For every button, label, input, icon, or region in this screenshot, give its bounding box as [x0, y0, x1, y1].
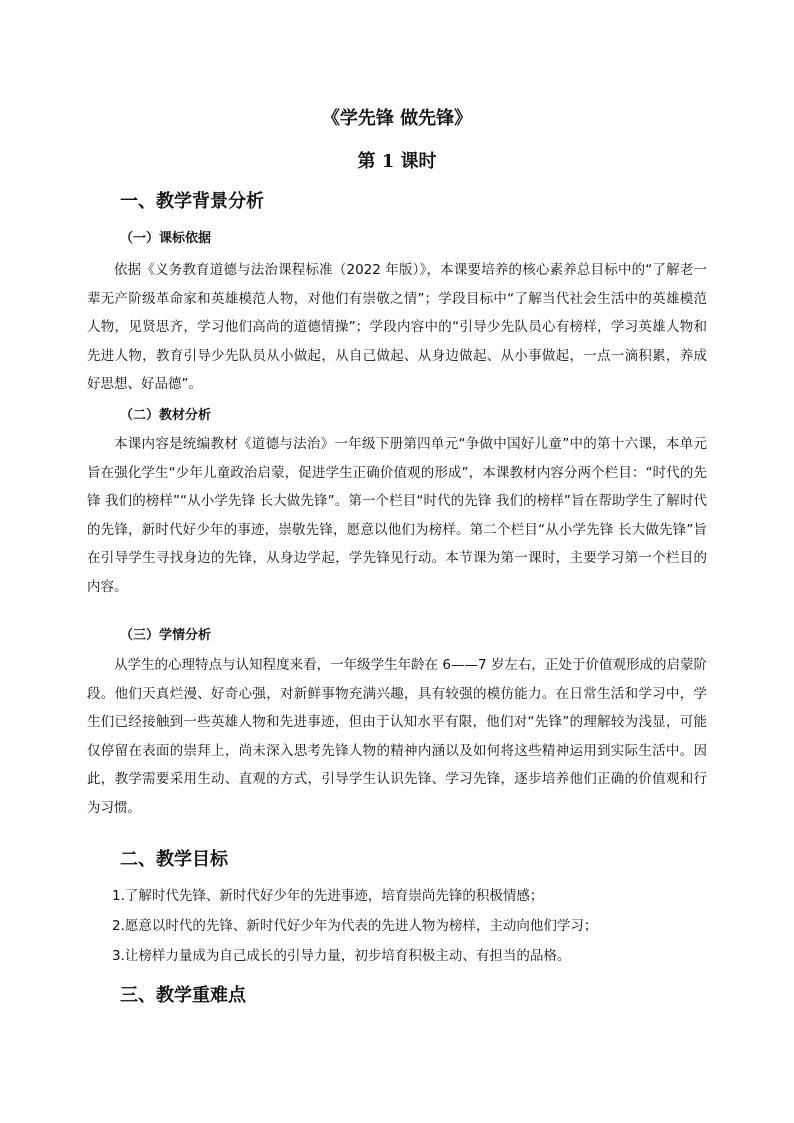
paragraph-students: 从学生的心理特点与认知程度来看，一年级学生年龄在 6——7 岁左右，正处于价值观形成的启蒙阶段。他们天真烂漫、好奇心强，对新鲜事物充满兴趣，具有较强的模仿能力。在日常生活和学习中，学生们已经接触到一些英雄人物和先进事迹，但由于认知水平有限，他们对“先锋”的理解较为浅显，可能仅停留在表面的崇拜上，尚未深入思考先锋人物的精神内涵以及如何将这些精神运用到实际生活中。因此，教学需要采用生动、直观的方式，引导学生认识先锋、学习先锋，逐步培养他们正确的价值观和行为习惯。: [87, 657, 707, 816]
paragraph-standards: 依据《义务教育道德与法治课程标准（2022 年版）》，本课要培养的核心素养总目标中的“了解老一辈无产阶级革命家和英雄模范人物，对他们有崇敬之情”；学段目标中“了解当代社会生活中的英雄模范人物，见贤思齐，学习他们高尚的道德情操”；学段内容中的“引导少先队员心有榜样，学习英雄人物和先进人物，教育引导少先队员从小做起，从自己做起、从身边做起、从小事做起，一点一滴积累，养成好思想、好品德”。: [87, 262, 707, 392]
objective-item-2: 2.愿意以时代的先锋、新时代好少年为代表的先进人物为榜样，主动向他们学习；: [112, 918, 598, 934]
section-heading-background: 一、教学背景分析: [120, 191, 264, 212]
document-title: 《学先锋 做先锋》: [321, 108, 473, 129]
document-subtitle: 第 1 课时: [357, 151, 437, 172]
objective-item-3: 3.让榜样力量成为自己成长的引导力量，初步培育积极主动、有担当的品格。: [112, 948, 571, 964]
section-heading-objectives: 二、教学目标: [120, 849, 228, 870]
objective-item-1: 1.了解时代先锋、新时代好少年的先进事迹，培育崇尚先锋的积极情感；: [112, 888, 544, 904]
paragraph-textbook: 本课内容是统编教材《道德与法治》一年级下册第四单元“争做中国好儿童”中的第十六课，本单元旨在强化学生“少年儿童政治启蒙，促进学生正确价值观的形成”，本课教材内容分两个栏目：“时代的先锋 我们的榜样”“从小学先锋 长大做先锋”。第一个栏目“时代的先锋 我们的榜样”旨在帮助学生了解时代的先锋，新时代好少年的事迹，崇敬先锋，愿意以他们为榜样。第二个栏目“从小学先锋 长大做先锋”旨在引导学生寻找身边的先锋，从身边学起，学先锋见行动。本节课为第一课时，主要学习第一个栏目的内容。: [87, 436, 707, 595]
subsection-heading-students: （三）学情分析: [120, 628, 212, 643]
section-heading-key-points: 三、教学重难点: [120, 985, 246, 1006]
subsection-heading-standards: （一）课标依据: [120, 231, 212, 246]
subsection-heading-textbook: （二）教材分析: [120, 408, 212, 423]
